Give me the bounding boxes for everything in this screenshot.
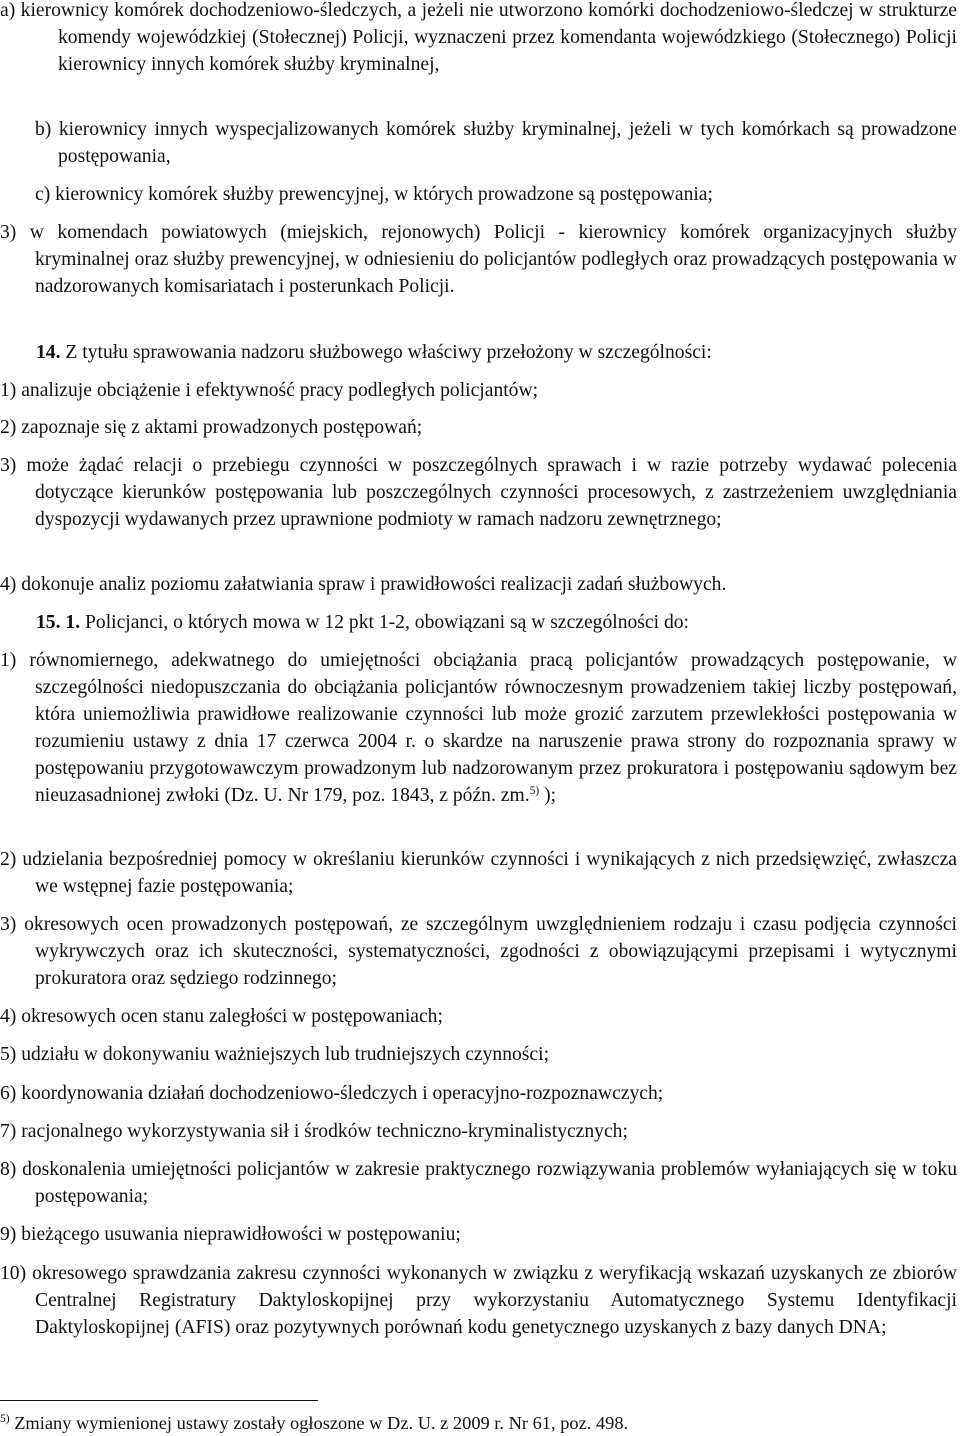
section-14-point-1: 1) analizuje obciążenie i efektywność pracy podległych policjantów; xyxy=(0,380,539,401)
section-15-point-5: 5) udziału w dokonywaniu ważniejszych lub trudniejszych czynności; xyxy=(0,1044,550,1065)
section-14-point-2: 2) zapoznaje się z aktami prowadzonych postępowań; xyxy=(0,417,423,438)
section-14-point-4: 4) dokonuje analiz poziomu załatwiania spraw i prawidłowości realizacji zadań służbowych. xyxy=(0,574,727,595)
subitem-c: c) kierownicy komórek służby prewencyjnej, w których prowadzone są postępowania; xyxy=(35,184,713,205)
point-3: 3) w komendach powiatowych (miejskich, rejonowych) Policji - kierownicy komórek organizacyjnych służby kryminalnej oraz służby prewencyjnej, w odniesieniu do policjantów podległych oraz prowadzących postępowania w nadzorowanych komisariatach i posterunkach Policji. xyxy=(0,222,957,297)
subitem-b: b) kierownicy innych wyspecjalizowanych komórek służby kryminalnej, jeżeli w tych komórkach są prowadzone postępowania, xyxy=(35,119,957,167)
section-15-point-7: 7) racjonalnego wykorzystywania sił i środków techniczno-kryminalistycznych; xyxy=(0,1121,628,1142)
section-15-point-1: 1) równomiernego, adekwatnego do umiejętności obciążania pracą policjantów prowadzących postępowanie, w szczególności niedopuszczania do obciążania policjantów równoczesnym prowadzeniem takiej liczby postępowań, która uniemożliwia prawidłowe realizowanie czynności lub może grozić zarzutem przewlekłości postępowania w rozumieniu ustawy z dnia 17 czerwca 2004 r. o skardze na naruszenie prawa strony do rozpoznania sprawy w postępowaniu przygotowawczym prowadzonym lub nadzorowanym przez prokuratora i postępowaniu sądowym bez nieuzasadnionej zwłoki (Dz. U. Nr 179, poz. 1843, z późn. zm.$^{5)}$ ); xyxy=(0,650,957,806)
section-14-intro: 14. Z tytułu sprawowania nadzoru służbowego właściwy przełożony w szczególności: xyxy=(36,342,712,363)
footnote-reference[interactable]: 5) xyxy=(529,785,540,797)
section-15-point-8: 8) doskonalenia umiejętności policjantów w zakresie praktycznego rozwiązywania problemów wyłaniających się w toku postępowania; xyxy=(0,1159,957,1207)
section-15-intro: 15. 1. Policjanci, o których mowa w 12 pkt 1-2, obowiązani są w szczególności do: xyxy=(36,612,690,633)
section-14-point-3: 3) może żądać relacji o przebiegu czynności w poszczególnych sprawach i w razie potrzeby wydawać polecenia dotyczące kierunków postępowania lub poszczególnych czynności procesowych, z zastrzeżeniem uwzględniania dyspozycji wydawanych przez uprawnione podmioty w ramach nadzoru zewnętrznego; xyxy=(0,455,957,530)
section-15-point-10: 10) okresowego sprawdzania zakresu czynności wykonanych w związku z weryfikacją wskazań uzyskanych ze zbiorów Centralnej Registratury Daktyloskopijnej przy wykorzystaniu Automatycznego Systemu Identyfikacji Daktyloskopijnej (AFIS) oraz pozytywnych porównań kodu genetycznego uzyskanych z bazy danych DNA; xyxy=(0,1263,957,1338)
section-number: 15. 1. xyxy=(36,612,81,633)
section-15-point-6: 6) koordynowania działań dochodzeniowo-śledczych i operacyjno-rozpoznawczych; xyxy=(0,1083,664,1104)
footnote-mark: 5) xyxy=(0,1413,10,1425)
section-15-point-9: 9) bieżącego usuwania nieprawidłowości w postępowaniu; xyxy=(0,1224,461,1245)
section-15-point-4: 4) okresowych ocen stanu zaległości w postępowaniach; xyxy=(0,1006,443,1027)
section-15-point-2: 2) udzielania bezpośredniej pomocy w określaniu kierunków czynności i wynikających z nich przedsięwzięć, zwłaszcza we wstępnej fazie postępowania; xyxy=(0,849,957,897)
section-number: 14. xyxy=(36,342,61,363)
footnote: $^{5)}$ Zmiany wymienionej ustawy zostały ogłoszone w Dz. U. z 2009 r. Nr 61, poz. 498. xyxy=(0,1413,629,1433)
footnote-separator xyxy=(0,1400,318,1401)
section-15-point-3: 3) okresowych ocen prowadzonych postępowań, ze szczególnym uwzględnieniem rodzaju i czasu podjęcia czynności wykrywczych oraz ich skuteczności, systematyczności, zgodności z obowiązującymi przepisami i wytycznymi prokuratora oraz sędziego rodzinnego; xyxy=(0,914,957,989)
subitem-a: a) kierownicy komórek dochodzeniowo-śledczych, a jeżeli nie utworzono komórki dochodzeniowo-śledczej w strukturze komendy wojewódzkiej (Stołecznej) Policji, wyznaczeni przez komendanta wojewódzkiego (Stołecznego) Policji kierownicy innych komórek służby kryminalnej, xyxy=(0,0,957,75)
